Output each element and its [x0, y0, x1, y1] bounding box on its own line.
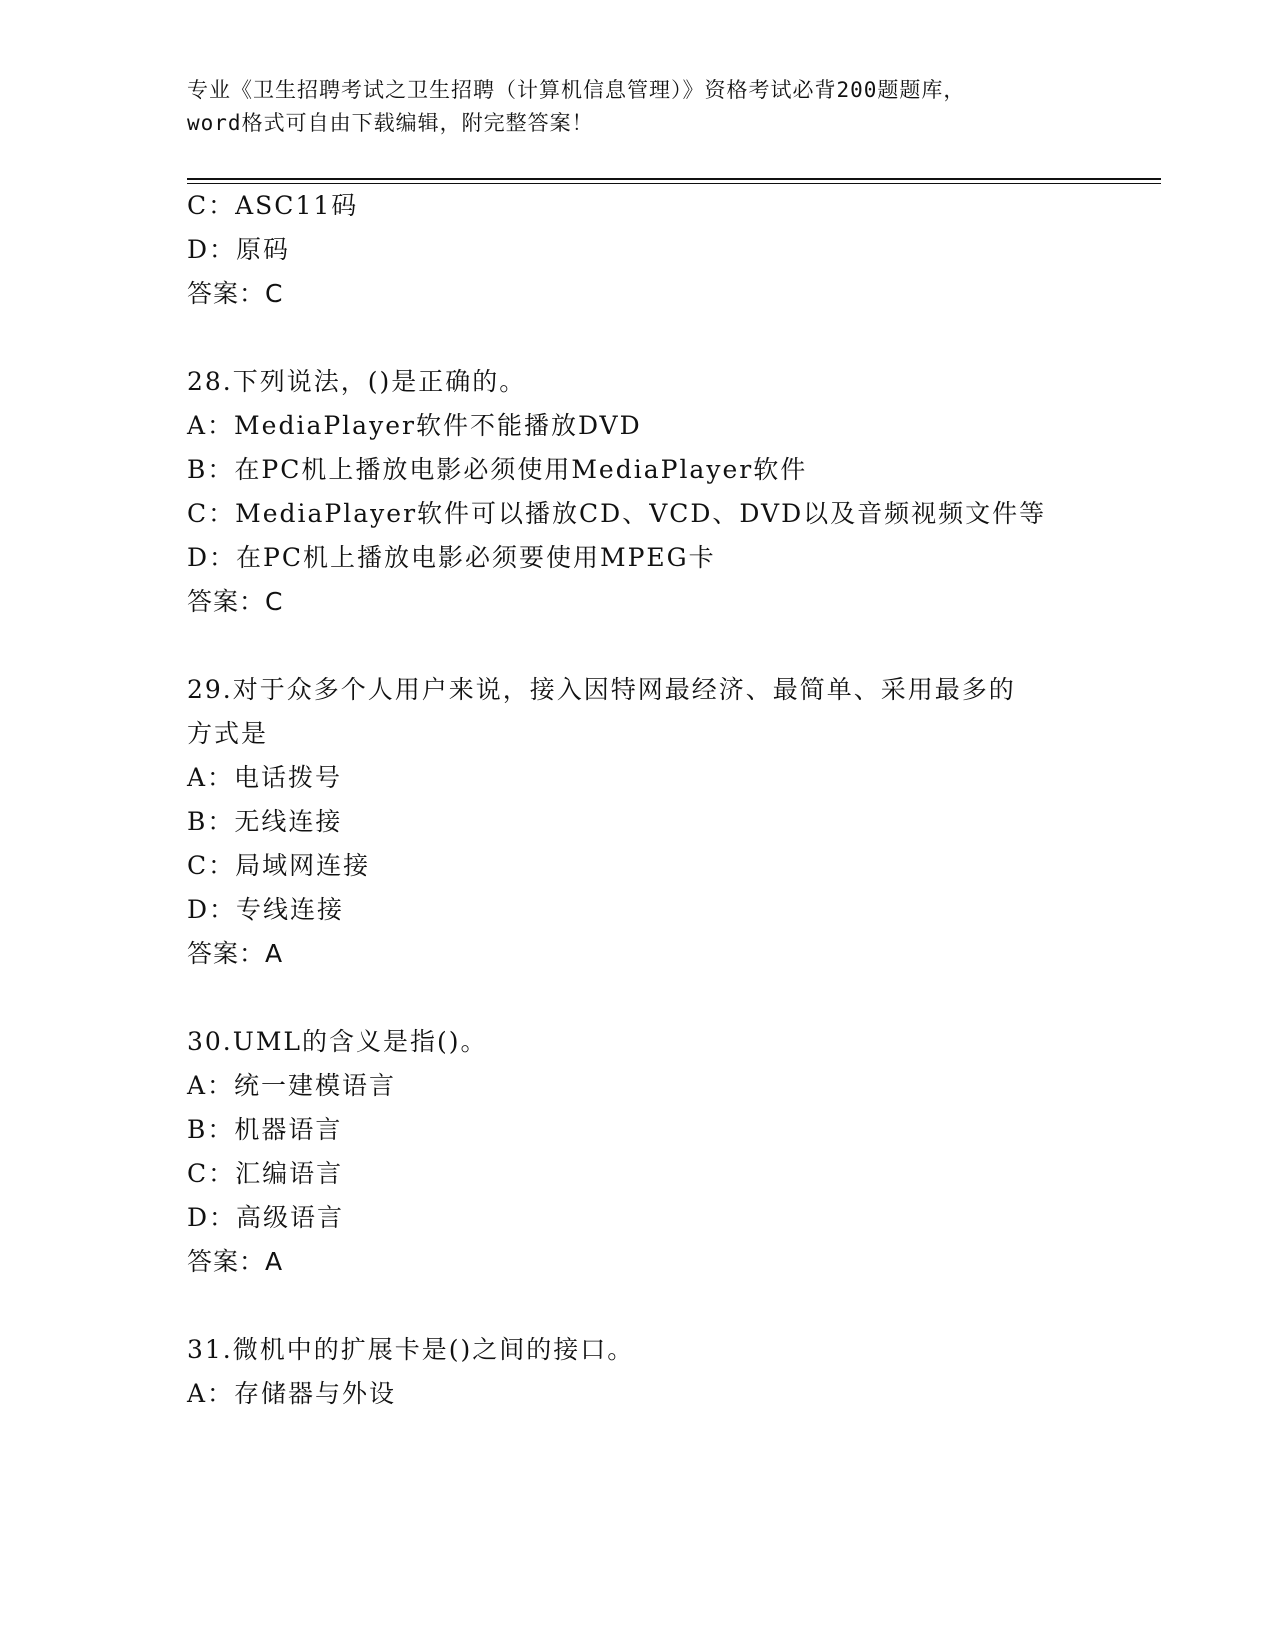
question-stem: 28.下列说法，()是正确的。: [187, 367, 527, 396]
question-stem: 31.微机中的扩展卡是()之间的接口。: [187, 1335, 635, 1364]
option-d: D：专线连接: [187, 895, 345, 924]
answer-line: 答案：C: [187, 279, 284, 308]
option-a: A：统一建模语言: [187, 1071, 397, 1100]
option-b: B：无线连接: [187, 807, 343, 836]
option-a: A：MediaPlayer软件不能播放DVD: [187, 411, 642, 440]
document-header: [187, 74, 1087, 140]
answer-line: 答案：A: [187, 1247, 284, 1276]
option-b: B：机器语言: [187, 1115, 343, 1144]
question-stem: 30.UML的含义是指()。: [187, 1027, 488, 1056]
option-d: D：在PC机上播放电影必须要使用MPEG卡: [187, 543, 716, 572]
option-c: C：局域网连接: [187, 851, 371, 880]
option-c: C：ASC11码: [187, 191, 359, 220]
question-stem: 29.对于众多个人用户来说，接入因特网最经济、最简单、采用最多的: [187, 675, 1016, 704]
option-b: B：在PC机上播放电影必须使用MediaPlayer软件: [187, 455, 808, 484]
answer-line: 答案：C: [187, 587, 284, 616]
header-divider-thick: [187, 178, 1161, 180]
option-d: D：高级语言: [187, 1203, 345, 1232]
header-divider-thin: [187, 183, 1161, 184]
option-c: C：MediaPlayer软件可以播放CD、VCD、DVD以及音频视频文件等: [187, 499, 1047, 528]
option-c: C：汇编语言: [187, 1159, 344, 1188]
option-a: A：电话拨号: [187, 763, 343, 792]
header-line-2: word格式可自由下载编辑，附完整答案！: [187, 111, 594, 135]
question-stem-continued: 方式是: [187, 719, 269, 748]
option-a: A：存储器与外设: [187, 1379, 397, 1408]
answer-line: 答案：A: [187, 939, 284, 968]
header-line-1: 专业《卫生招聘考试之卫生招聘（计算机信息管理）》资格考试必背200题题库，: [187, 78, 966, 102]
option-d: D：原码: [187, 235, 291, 264]
